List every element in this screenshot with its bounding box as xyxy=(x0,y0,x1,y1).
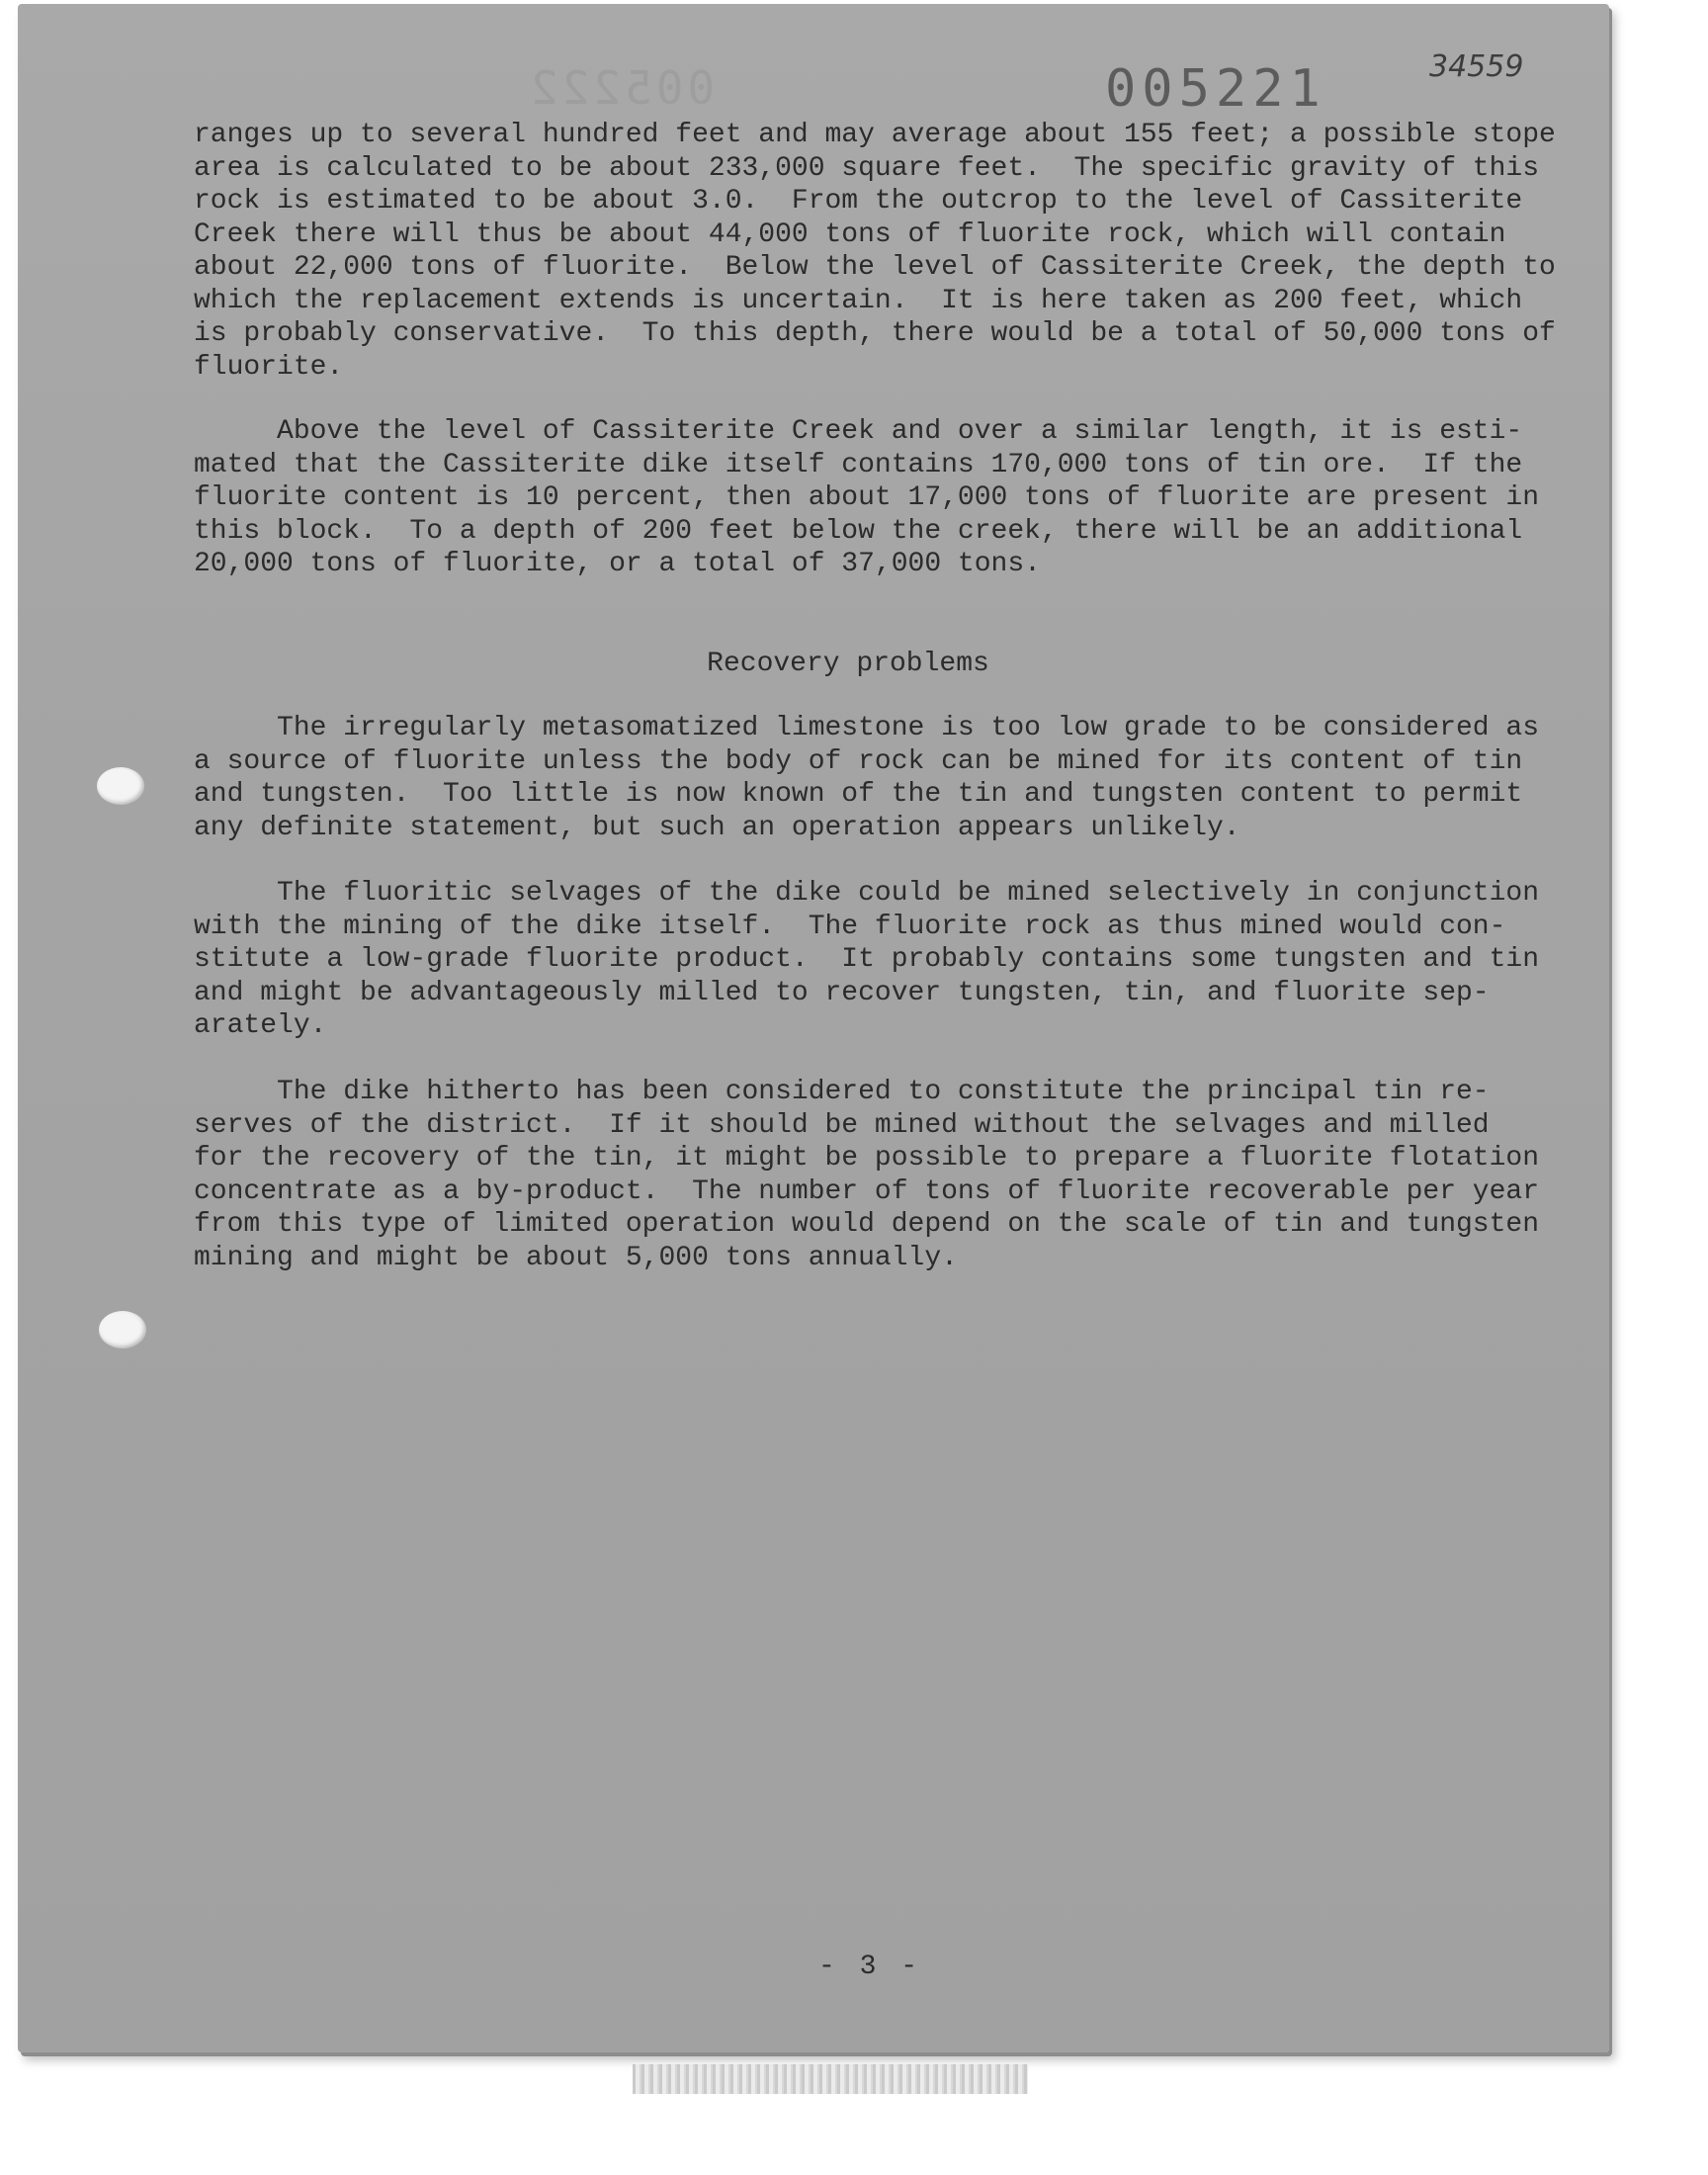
stamp-number: 005221 xyxy=(1105,59,1326,119)
paragraph-5: The dike hitherto has been considered to constitute the principal tin re- serves of the district. If it should be mined without the selvages and milled for the recovery of the tin, it might be possible to prepare a fluorite flotation concentrate as a by-product. The number of tons of fluorite recoverable per year from this type of limited operation would depend on the scale of tin and tungsten mining and might be about 5,000 tons annually. xyxy=(194,1077,1540,1273)
scan-artifact-strip xyxy=(633,2064,1028,2094)
punch-hole-top xyxy=(97,767,144,805)
paragraph-2: Above the level of Cassiterite Creek and over a similar length, it is esti- mated that the Cassiterite dike itself contains 170,000 tons of tin ore. If the fluorite content is 10 percent, then about 17,000 tons of fluorite are present in this block. To a depth of 200 feet below the creek, there will be an additional 20,000 tons of fluorite, or a total of 37,000 tons. xyxy=(194,416,1540,579)
stamp-number-ghost: 005222 xyxy=(527,61,716,115)
punch-hole-bottom xyxy=(99,1311,146,1348)
page-number: - 3 - xyxy=(818,1952,922,1982)
paragraph-3: The irregularly metasomatized limestone is too low grade to be considered as a source of fluorite unless the body of rock can be mined for its content of tin and tungsten. Too little is now known of the tin and tungsten content to permit any definite statement, but such an operation appears unlikely. xyxy=(194,713,1540,843)
section-heading: Recovery problems xyxy=(707,649,989,679)
document-number: 34559 xyxy=(1429,49,1524,84)
paragraph-1: ranges up to several hundred feet and may average about 155 feet; a possible stope area is calculated to be about 233,000 square feet. The specific gravity of this rock is estimated to be about 3.0. From the outcrop to the level of Cassiterite Creek there will thus be about 44,000 tons of fluorite rock, which will contain about 22,000 tons of fluorite. Below the level of Cassiterite Creek, the depth to which the replacement extends is uncertain. It is here taken as 200 feet, which is probably conservative. To this depth, there would be a total of 50,000 tons of fluorite. xyxy=(194,120,1556,383)
document-page xyxy=(18,4,1609,2052)
paragraph-4: The fluoritic selvages of the dike could be mined selectively in conjunction with the mining of the dike itself. The fluorite rock as thus mined would con- stitute a low-grade fluorite product. It probably contains some tungsten and tin and might be advantageously milled to recover tungsten, tin, and fluorite sep- arately. xyxy=(194,878,1540,1041)
